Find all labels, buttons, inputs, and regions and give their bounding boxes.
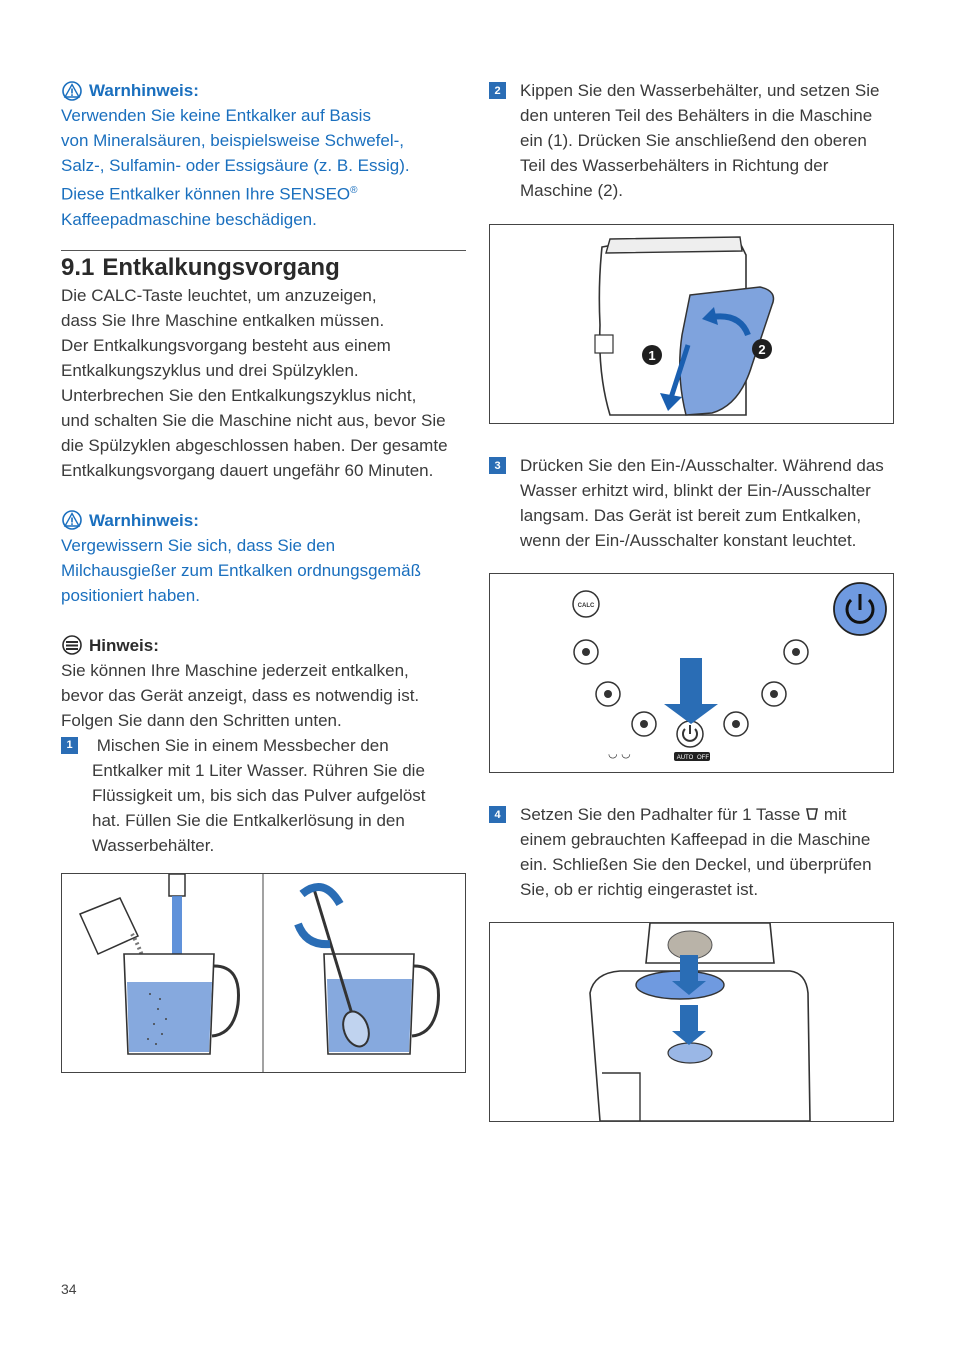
text-line: Sie können Ihre Maschine jederzeit entkalken, xyxy=(61,660,409,680)
text-line: Kaffeepadmaschine beschädigen. xyxy=(61,209,317,229)
arrow-down-icon xyxy=(680,955,698,983)
section-title: Entkalkungsvorgang xyxy=(102,253,340,281)
pad-holder-illustration xyxy=(490,923,893,1121)
right-column xyxy=(489,78,894,203)
control-panel-illustration xyxy=(490,574,893,772)
text-line: Entkalker mit 1 Liter Wasser. Rühren Sie die xyxy=(92,760,425,780)
note-box xyxy=(61,633,466,733)
step-number-badge: 2 xyxy=(489,82,506,99)
text-line: bevor das Gerät anzeigt, dass es notwendig ist. xyxy=(61,685,420,705)
text-line: Milchausgießer zum Entkalken ordnungsgemäß xyxy=(61,560,422,580)
step-2 xyxy=(489,78,894,203)
left-column xyxy=(61,78,466,858)
callout-1 xyxy=(642,345,662,365)
one-cup-icon xyxy=(805,807,819,821)
text-line: Flüssigkeit um, bis sich das Pulver aufgelöst xyxy=(92,785,426,805)
warning-title: Warnhinweis: xyxy=(89,81,199,100)
callout-2 xyxy=(752,339,772,359)
svg-text:2: 2 xyxy=(758,342,766,357)
text-line: wenn der Ein-/Ausschalter konstant leuchtet. xyxy=(520,531,857,550)
arrow-down-icon xyxy=(680,1005,698,1033)
text-line: Der Entkalkungsvorgang besteht aus einem xyxy=(61,335,391,355)
warning-icon xyxy=(61,510,83,530)
text-line: positioniert haben. xyxy=(61,585,200,605)
text-line: Salz-, Sulfamin- oder Essigsäure (z. B. Essig). xyxy=(61,156,410,175)
text-line: Wasser erhitzt wird, blinkt der Ein-/Ausschalter xyxy=(520,481,871,500)
warning-icon xyxy=(61,81,83,101)
warning-title: Warnhinweis: xyxy=(89,510,199,530)
registered-mark: ® xyxy=(350,185,358,196)
text-line: Diese Entkalker können Ihre SENSEO xyxy=(61,184,351,204)
small-power-button-icon xyxy=(677,721,703,747)
svg-text:AUTO: AUTO xyxy=(676,755,694,761)
note-icon xyxy=(61,635,83,655)
calc-button-icon xyxy=(573,591,599,617)
text-line: Setzen Sie den Padhalter für 1 Tasse xyxy=(520,805,801,824)
figure-mixing xyxy=(61,873,466,1073)
text-line: Entkalkungsvorgang dauert ungefähr 60 Minuten. xyxy=(61,460,434,480)
warning-box-1 xyxy=(61,78,466,232)
text-line: den unteren Teil des Behälters in die Maschine xyxy=(520,106,873,125)
step-number-badge: 4 xyxy=(489,806,506,823)
cup-pair-icon: ◡ ◡ xyxy=(608,747,631,760)
text-line: dass Sie Ihre Maschine entkalken müssen. xyxy=(61,310,385,330)
text-line: Maschine (2). xyxy=(520,181,623,200)
text-line: langsam. Das Gerät ist bereit zum Entkalken, xyxy=(520,506,862,525)
text-line: Kippen Sie den Wasserbehälter, und setzen Sie xyxy=(520,81,880,100)
water-stream xyxy=(172,896,182,954)
svg-text:OFF: OFF xyxy=(697,755,709,761)
text-line: hat. Füllen Sie die Entkalkerlösung in den xyxy=(92,810,405,830)
warning-box-2 xyxy=(61,508,466,608)
section-number: 9.1 xyxy=(61,253,95,281)
figure-control-panel xyxy=(489,573,894,773)
text-line: Vergewissern Sie sich, dass Sie den xyxy=(61,535,336,555)
text-line: Folgen Sie dann den Schritten unten. xyxy=(61,710,342,730)
text-line: ein (1). Drücken Sie anschließend den oberen xyxy=(520,131,867,150)
auto-off-indicator xyxy=(674,752,710,761)
step-3 xyxy=(489,453,894,553)
rotate-arrow-icon xyxy=(302,887,340,904)
section-body xyxy=(61,283,466,483)
text-line: ein. Schließen Sie den Deckel, und überprüfen xyxy=(520,855,872,874)
text-line: die Spülzyklen abgeschlossen haben. Der gesamte xyxy=(61,435,448,455)
text-line: Sie, ob er richtig eingerastet ist. xyxy=(520,880,759,899)
text-line: Entkalkungszyklus und drei Spülzyklen. xyxy=(61,360,359,380)
power-button-icon xyxy=(834,583,886,635)
text-line: Die CALC-Taste leuchtet, um anzuzeigen, xyxy=(61,285,377,305)
step-4 xyxy=(489,802,894,902)
mixing-illustration xyxy=(62,874,465,1072)
step-1 xyxy=(61,733,466,858)
arrow-down-icon xyxy=(680,658,702,706)
text-line: Drücken Sie den Ein-/Ausschalter. Während das xyxy=(520,456,884,475)
text-line: mit xyxy=(823,805,847,824)
figure-pad-holder xyxy=(489,922,894,1122)
text-line: Verwenden Sie keine Entkalker auf Basis xyxy=(61,106,371,125)
text-line: Wasserbehälter. xyxy=(92,835,215,855)
text-line: von Mineralsäuren, beispielsweise Schwefel-, xyxy=(61,131,404,150)
text-line: Teil des Wasserbehälters in Richtung der xyxy=(520,156,829,175)
text-line: Unterbrechen Sie den Entkalkungszyklus nicht, xyxy=(61,385,417,405)
water-tank-illustration xyxy=(490,225,893,423)
svg-text:CALC: CALC xyxy=(577,603,595,609)
figure-water-tank xyxy=(489,224,894,424)
powder-packet-icon xyxy=(80,898,138,954)
section-heading xyxy=(61,250,466,283)
coffee-pad-icon xyxy=(668,931,712,959)
page-number: 34 xyxy=(61,1281,77,1297)
text-line: Mischen Sie in einem Messbecher den xyxy=(92,735,389,755)
step-number-badge: 3 xyxy=(489,457,506,474)
text-line: und schalten Sie die Maschine nicht aus, bevor Sie xyxy=(61,410,446,430)
svg-text:1: 1 xyxy=(648,348,656,363)
faucet-icon xyxy=(169,874,185,896)
text-line: einem gebrauchten Kaffeepad in die Maschine xyxy=(520,830,871,849)
note-title: Hinweis: xyxy=(89,635,159,655)
step-number-badge: 1 xyxy=(61,737,78,754)
